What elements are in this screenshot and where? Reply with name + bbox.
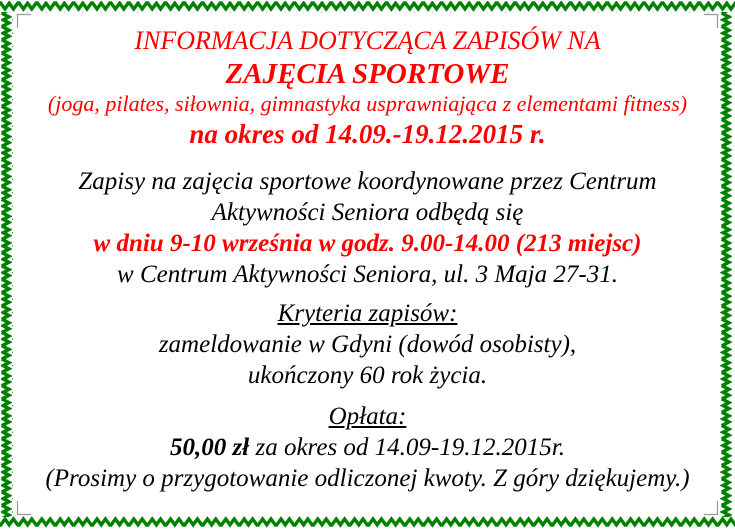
fee-block	[18, 401, 717, 494]
notice-title-line2: ZAJĘCIA SPORTOWE	[225, 58, 510, 90]
fee-heading: Opłata:	[328, 403, 407, 430]
fee-line	[18, 432, 717, 463]
notice-title-line1: INFORMACJA DOTYCZĄCA ZAPISÓW NA	[134, 26, 601, 55]
notice-content	[18, 0, 717, 494]
criteria-line2: ukończony 60 rok życia.	[247, 362, 488, 389]
criteria-heading: Kryteria zapisów:	[277, 300, 458, 327]
corner-mark-bottom-right	[704, 501, 718, 515]
corner-mark-bottom-left	[18, 501, 32, 515]
registration-date-highlight: w dniu 9-10 września w godz. 9.00-14.00 (213 miejsc)	[93, 230, 642, 257]
fee-period: za okres od 14.09-19.12.2015r.	[249, 434, 565, 461]
registration-text-line1: Zapisy na zajęcia sportowe koordynowane przez Centrum	[78, 168, 657, 195]
border-right	[720, 12, 732, 517]
registration-info-block	[18, 166, 717, 290]
criteria-line1: zameldowanie w Gdyni (dowód osobisty),	[158, 331, 577, 358]
fee-amount: 50,00 zł	[170, 434, 250, 461]
notice-title-period: na okres od 14.09.-19.12.2015 r.	[189, 119, 546, 149]
fee-note: (Prosimy o przygotowanie odliczonej kwoty. Z góry dziękujemy.)	[45, 465, 690, 492]
registration-text-line2: Aktywności Seniora odbędą się	[211, 199, 524, 226]
registration-address: w Centrum Aktywności Seniora, ul. 3 Maja 27-31.	[117, 261, 618, 288]
criteria-block	[18, 298, 717, 391]
notice-title-activities: (joga, pilates, siłownia, gimnastyka usprawniająca z elementami fitness)	[47, 91, 688, 116]
border-bottom	[0, 516, 735, 528]
border-left	[1, 12, 13, 517]
